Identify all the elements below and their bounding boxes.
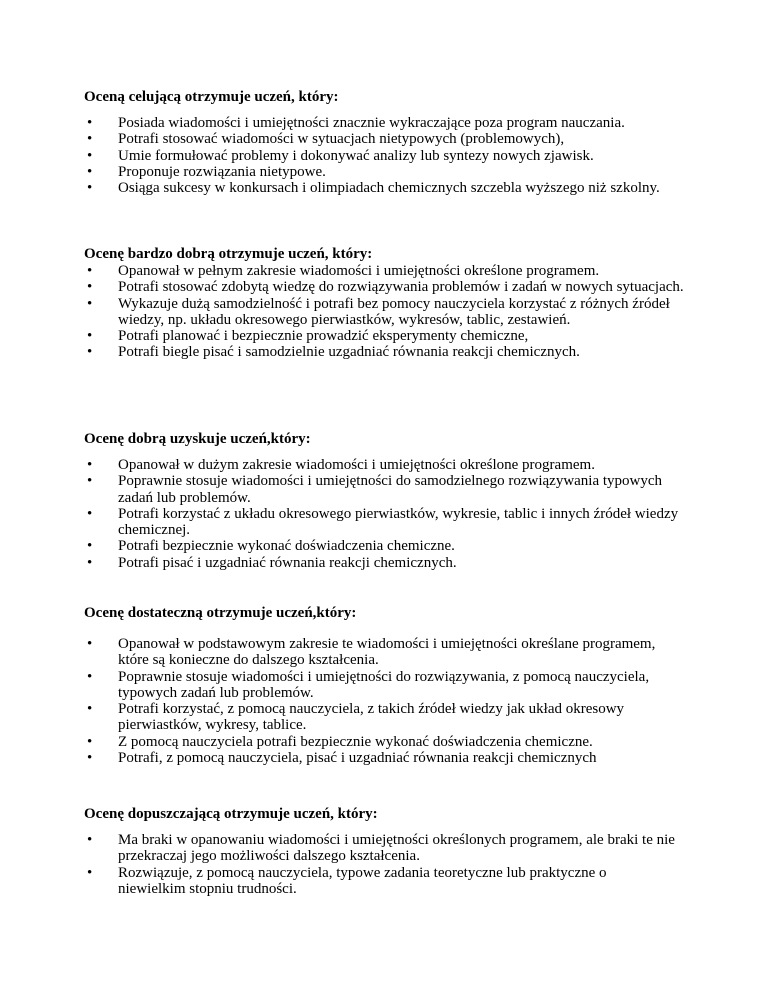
bullet-icon: • [87, 538, 93, 555]
list-item: • Potrafi biegle pisać i samodzielnie uzgadniać równania reakcji chemicznych. [87, 344, 580, 361]
list-item: • Potrafi stosować wiadomości w sytuacjach nietypowych (problemowych), [87, 131, 565, 148]
bullet-icon: • [87, 115, 93, 131]
section-dostateczna [84, 604, 704, 767]
bullet-icon: • [87, 505, 93, 522]
list-item: • Osiąga sukcesy w konkursach i olimpiadach chemicznych szczebla wyższego niż szkolny. [87, 180, 660, 197]
bullet-icon: • [87, 163, 93, 180]
list-item: • Opanował w dużym zakresie wiadomości i umiejętności określone programem. [87, 457, 595, 473]
list-item: • Z pomocą nauczyciela potrafi bezpiecznie wykonać doświadczenia chemiczne. [87, 733, 593, 750]
list-item: • Potrafi bezpiecznie wykonać doświadczenia chemiczne. [87, 538, 455, 555]
criteria-list [84, 457, 704, 571]
list-item: • Wykazuje dużą samodzielność i potrafi bez pomocy nauczyciela korzystać z różnych źródeł wiedzy, np. układu okresowego pierwiastków, wykresów, tablic, zestawień. [87, 295, 670, 328]
criteria-list [84, 115, 704, 196]
criteria-list [84, 832, 704, 897]
bullet-icon: • [87, 180, 93, 197]
bullet-icon: • [87, 131, 93, 148]
bullet-icon: • [87, 701, 93, 718]
list-item: • Potrafi pisać i uzgadniać równania reakcji chemicznych. [87, 554, 457, 571]
section-heading: Ocenę bardzo dobrą otrzymuje uczeń, który: [84, 246, 373, 262]
list-item: • Potrafi stosować zdobytą wiedzę do rozwiązywania problemów i zadań w nowych sytuacjach. [87, 279, 684, 296]
section-celujaca [84, 88, 704, 197]
bullet-icon: • [87, 636, 93, 652]
list-item: • Ma braki w opanowaniu wiadomości i umiejętności określonych programem, ale braki te nie przekraczaj jego możliwości dalszego kształcenia. [87, 832, 675, 865]
list-item: • Potrafi korzystać z układu okresowego pierwiastków, wykresie, tablic i innych źródeł wiedzy chemicznej. [87, 505, 679, 539]
bullet-icon: • [87, 668, 93, 685]
bullet-icon: • [87, 750, 93, 767]
list-item: • Poprawnie stosuje wiadomości i umiejętności do samodzielnego rozwiązywania typowych zadań lub problemów. [87, 473, 663, 506]
criteria-list [84, 636, 704, 766]
section-heading: Ocenę dopuszczającą otrzymuje uczeń, który: [84, 806, 378, 822]
bullet-icon: • [87, 733, 93, 750]
bullet-icon: • [87, 344, 93, 361]
list-item: • Rozwiązuje, z pomocą nauczyciela, typowe zadania teoretyczne lub praktyczne o niewielkim stopniu trudności. [87, 864, 607, 897]
bullet-icon: • [87, 554, 93, 571]
list-item: • Umie formułować problemy i dokonywać analizy lub syntezy nowych zjawisk. [87, 147, 594, 164]
section-heading: Oceną celującą otrzymuje uczeń, który: [84, 89, 339, 105]
bullet-icon: • [87, 328, 93, 345]
list-item: • Posiada wiadomości i umiejętności znacznie wykraczające poza program nauczania. [87, 115, 625, 131]
section-heading: Ocenę dostateczną otrzymuje uczeń,który: [84, 605, 357, 621]
list-item: • Opanował w podstawowym zakresie te wiadomości i umiejętności określane programem, które są konieczne do dalszego kształcenia. [87, 636, 656, 669]
list-item: • Potrafi planować i bezpiecznie prowadzić eksperymenty chemiczne, [87, 328, 529, 345]
bullet-icon: • [87, 832, 93, 848]
bullet-icon: • [87, 473, 93, 490]
list-item: • Poprawnie stosuje wiadomości i umiejętności do rozwiązywania, z pomocą nauczyciela, typowych zadań lub problemów. [87, 668, 650, 701]
section-dopuszczajaca [84, 805, 704, 897]
bullet-icon: • [87, 263, 93, 279]
section-heading: Ocenę dobrą uzyskuje uczeń,który: [84, 431, 311, 447]
bullet-icon: • [87, 457, 93, 473]
bullet-icon: • [87, 279, 93, 296]
section-dobra [84, 430, 704, 571]
criteria-list [84, 263, 704, 361]
bullet-icon: • [87, 147, 93, 164]
list-item: • Proponuje rozwiązania nietypowe. [87, 163, 326, 180]
bullet-icon: • [87, 864, 93, 881]
list-item: • Potrafi korzystać, z pomocą nauczyciela, z takich źródeł wiedzy jak układ okresowy pierwiastków, wykresy, tablice. [87, 701, 625, 734]
list-item: • Potrafi, z pomocą nauczyciela, pisać i uzgadniać równania reakcji chemicznych [87, 750, 597, 767]
list-item: • Opanował w pełnym zakresie wiadomości i umiejętności określone programem. [87, 263, 600, 279]
section-bardzo-dobra [84, 245, 704, 361]
bullet-icon: • [87, 295, 93, 312]
